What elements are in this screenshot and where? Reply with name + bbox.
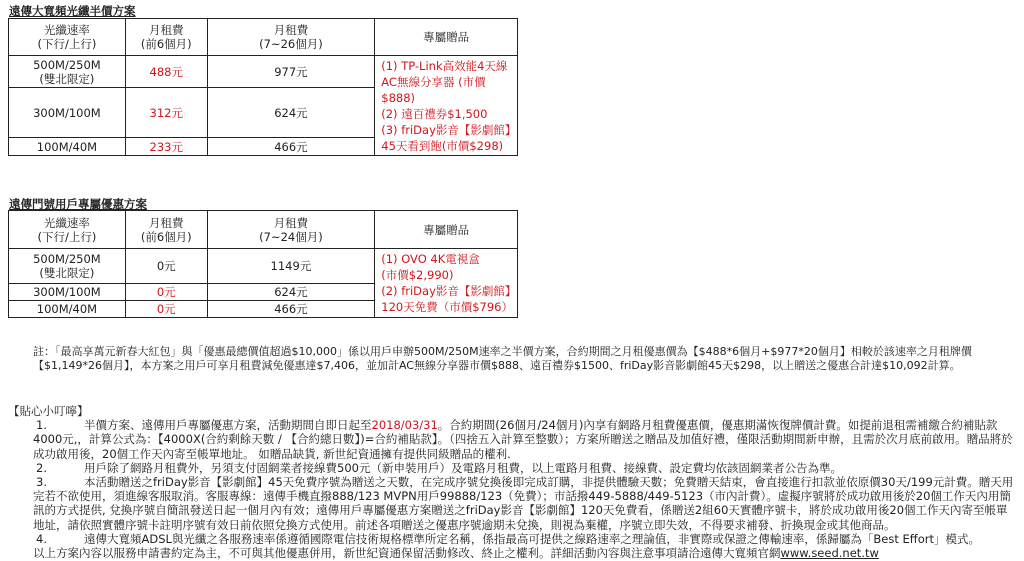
first6-price: 0元 [125, 301, 207, 318]
website-link[interactable]: www.seed.net.tw [780, 546, 879, 561]
tip-item-4 [8, 532, 1018, 546]
tip-text: 以上方案內容以服務申請書約定為主，不可與其他優惠併用，新世紀資通保留活動修改、終止之權利。詳細活動內容與注意事項請洽遠傳大寬頻官網 [33, 546, 781, 561]
gift-line: (3) friDay影音【影劇館】 [381, 122, 517, 137]
gift-line: 120天免費（市價$796） [381, 300, 513, 314]
plan2-table [8, 210, 518, 318]
tip-final [8, 546, 1018, 560]
later-price: 466元 [207, 301, 375, 318]
table-header-row [9, 211, 518, 249]
tip-item-3 [8, 475, 1018, 532]
first6-price: 233元 [125, 138, 207, 156]
tip-number: 1. [36, 418, 47, 433]
speed: 100M/40M [9, 301, 126, 318]
tip-text: 半價方案、遠傳用戶專屬優惠方案，活動期間自即日起至 [84, 418, 372, 433]
plan1-title: 遠傳大寬頻光纖半價方案 [9, 4, 136, 18]
header-gift: 專屬贈品 [375, 211, 518, 249]
header-line: (下行/上行) [37, 229, 97, 244]
tip-text: 本活動贈送之friDay影音【影劇館】45天免費序號為贈送之天數，在完成序號兌換後即完成訂購，非提供體驗天數；免費贈天結束，會直接進行扣款並依原價30天/199元計費。贈天用完若不欲使用，須進線客服取消。客服專線：遠傳手機直撥888/123 MVPN用戶99888/123（免費）；市話撥449-5888/449-5123（市內計費）。虛擬序號將於成功啟用後於20個工作天內用簡訊的方式提供, 兌換序號自簡訊發送日起一個月內有效；遠傳用戶專屬優惠方案贈送之friDay影音【影劇館】120天免費看，係贈送2組60天實體序號卡，將於成功啟用後20個工作天內寄至帳單地址，請依照實體序號卡註明序號有效日前依照兌換方式使用。前述各項贈送之優惠序號逾期未兌換，則視為棄權，序號立即失效，不得要求補發、折換現金或其他商品。 [33, 475, 1014, 532]
header-later [207, 211, 375, 249]
header-line: 月租費 [149, 23, 184, 37]
speed-cell [9, 56, 126, 88]
speed: 300M/100M [9, 88, 126, 138]
header-line: (前6個月) [140, 229, 192, 244]
later-price: 624元 [207, 88, 375, 138]
gift-line: 45天看到飽(市價$298) [381, 138, 504, 153]
header-line: 月租費 [273, 215, 309, 230]
header-line: 光纖速率 [43, 23, 90, 37]
gift-line: (2) friDay影音【影劇館】 [381, 284, 517, 298]
header-line: 光纖速率 [43, 215, 90, 230]
plan1-table [8, 18, 518, 156]
first6-price: 0元 [125, 284, 207, 301]
tip-number: 3. [36, 475, 47, 490]
table-header-row [9, 19, 518, 56]
header-line: 月租費 [273, 23, 309, 37]
header-speed [9, 19, 126, 56]
plan2-title: 遠傳門號用戶專屬優惠方案 [9, 197, 147, 211]
header-line: (7~26個月) [259, 37, 323, 51]
gift-line: $888) [381, 90, 416, 105]
gift-line: (1) TP-Link高效能4天線 [381, 58, 508, 73]
first6-price: 488元 [125, 56, 207, 88]
tip-number: 2. [36, 460, 47, 475]
later-price: 466元 [207, 138, 375, 156]
header-line: (前6個月) [140, 37, 192, 51]
table-row [9, 249, 518, 284]
header-first6 [125, 19, 207, 56]
later-price: 624元 [207, 284, 375, 301]
speed-note: (雙北限定) [39, 71, 95, 86]
first6-price: 0元 [125, 249, 207, 284]
header-gift: 專屬贈品 [375, 19, 518, 56]
tip-text: 用戶除了網路月租費外，另須支付固網業者接線費500元（新申裝用戶）及電路月租費，以上電路月租費、接線費、設定費均依該固網業者公告為準。 [84, 460, 842, 475]
header-first6 [125, 211, 207, 249]
tip-item-2 [8, 461, 1018, 475]
tips-heading: 【貼心小叮嚀】 [8, 404, 89, 418]
gift-line: (2) 遠百禮券$1,500 [381, 106, 488, 121]
speed-cell [9, 249, 126, 284]
header-later [207, 19, 375, 56]
speed-note: (雙北限定) [39, 266, 95, 280]
table-row [9, 56, 518, 88]
speed: 500M/250M [33, 252, 101, 266]
gift-cell [375, 56, 518, 156]
gift-line: (市價$2,990) [381, 268, 454, 282]
later-price: 1149元 [207, 249, 375, 284]
tip-item-1 [8, 418, 1018, 461]
header-line: (下行/上行) [37, 37, 97, 51]
header-speed [9, 211, 126, 249]
speed: 500M/250M [33, 57, 101, 72]
speed: 100M/40M [9, 138, 126, 156]
tip-date: 2018/03/31 [371, 418, 438, 433]
tip-number: 4. [36, 531, 47, 546]
footnote: 註：「最高享萬元新春大紅包」與「優惠最總價值超過$10,000」係以用戶申辦500M/250M速率之半價方案，合約期間之月租優惠價為【$488*6個月+$977*20個月】相較於該速率之月租牌價【$1,149*26個月】，本方案之用戶可享月租費減免優惠達$7,406，並加計AC無線分享器市價$888、遠百禮券$1500、friDay影音影劇館45天$298，以上贈送之優惠合計達$10,092計算。 [33, 345, 972, 372]
tips-section [8, 404, 1018, 560]
speed: 300M/100M [9, 284, 126, 301]
later-price: 977元 [207, 56, 375, 88]
gift-cell [375, 249, 518, 318]
tip-text: 。合約期間(26個月/24個月)內享有網路月租費優惠價，優惠期滿恢復牌價計費。如提前退租需補繳合約補貼款4000元,，計算公式為：【4000X(合約剩餘天數 / 【合約總日數】)=合約補貼款】。（四捨五入計算至整數）；方案所贈送之贈品及加值好禮，僅限活動期間新申辦，且需於次月底前啟用。贈品將於成功啟用後，20個工作天內寄至帳單地址。 如贈品缺貨, 新世紀資通擁有提供同級贈品的權利. [33, 418, 1013, 461]
header-line: 月租費 [148, 215, 184, 230]
gift-line: (1) OVO 4K電視盒 [381, 252, 480, 266]
tip-text: 遠傳大寬頻ADSL與光纖之各服務速率係遵循國際電信技術規格標準所定名稱，係指最高可提供之線路速率之理論值，非實際或保證之傳輸速率，係歸屬為「Best Effort」模式。 [84, 531, 981, 546]
gift-line: AC無線分享器 (市價 [381, 74, 486, 89]
first6-price: 312元 [125, 88, 207, 138]
header-line: (7~24個月) [259, 229, 323, 244]
